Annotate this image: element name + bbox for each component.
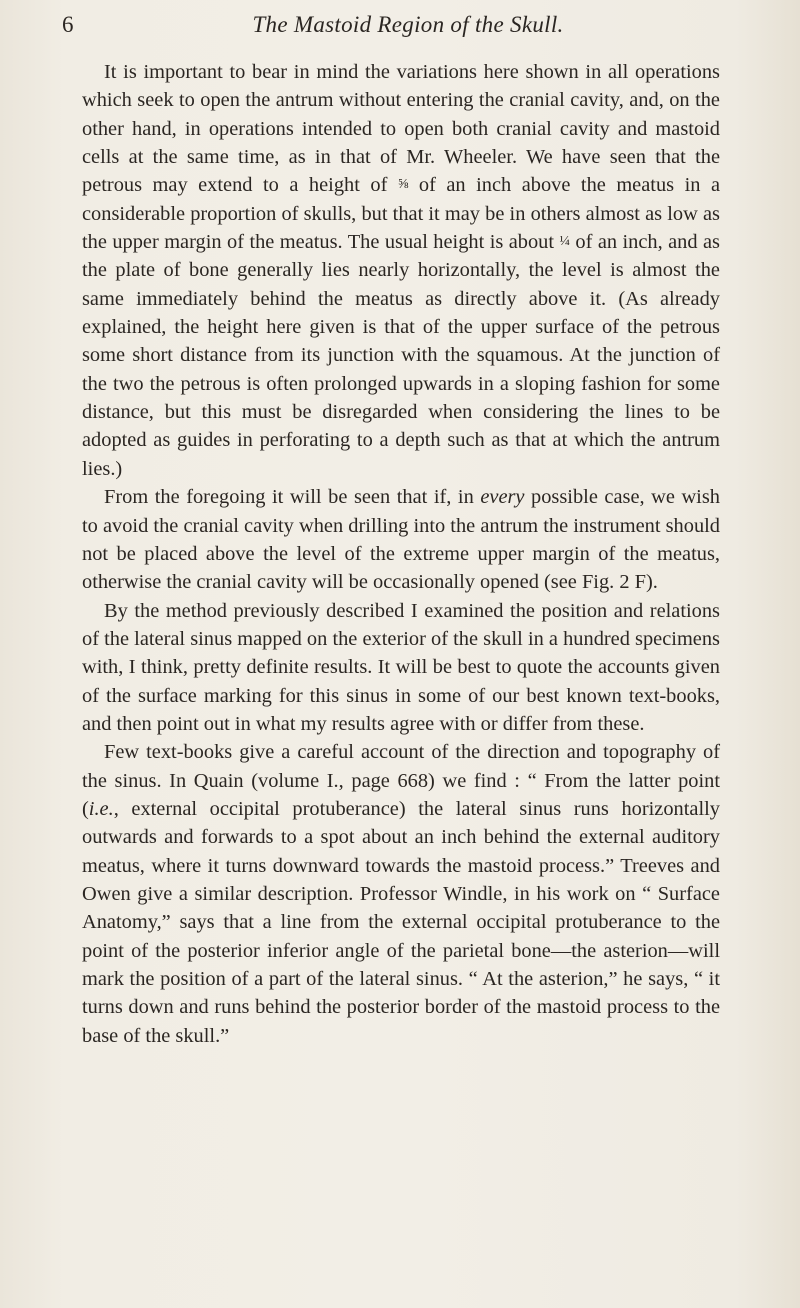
text-run: of an inch above the meatus in a considerable proportion of skulls, but that it may be in others almost as low as the upper margin of the meatus. The usual height is about: [82, 174, 720, 254]
italic-text: every: [480, 486, 525, 509]
page-number: 6: [62, 12, 74, 37]
body-text: [82, 58, 720, 1050]
text-run: From the foregoing it will be seen that if, in: [104, 486, 481, 509]
text-run: It is important to bear in mind the variations here shown in all operations which seek to open the antrum without entering the cranial cavity, and, on the other hand, in operations intended to open both cranial cavity and mastoid cells at the same time, as in that of Mr. Wheeler. We have seen that the petrous may extend to a height of: [82, 61, 720, 197]
paragraph: [82, 58, 720, 483]
fraction: ¼: [559, 234, 570, 250]
paragraph: [82, 597, 720, 739]
paragraph: [82, 738, 720, 1050]
fraction: ⅝: [397, 177, 409, 193]
running-title: The Mastoid Region of the Skull.: [252, 12, 564, 37]
text-run: of an inch, and as the plate of bone generally lies nearly horizontally, the level is almost the same immediately behind the meatus as directly above it. (As already explained, the height here given is that of the upper surface of the petrous some short distance from its junction with the squamous. At the junction of the two the petrous is often prolonged upwards in a sloping fashion for some distance, but this must be disregarded when considering the lines to be adopted as guides in perforating to a depth such as that at which the antrum lies.): [82, 231, 720, 480]
text-run: possible case, we wish to avoid the cranial cavity when drilling into the antrum the instrument should not be placed above the level of the extreme upper margin of the meatus, otherwise the cranial cavity will be occasionally opened (see Fig. 2 F).: [82, 486, 720, 594]
page-header: [48, 12, 768, 46]
text-run: Few text-books give a careful account of the direction and topography of the sinus. In Quain (volume I., page 668) we find : “ From the latter point (: [82, 741, 720, 820]
italic-text: i.e.: [88, 797, 114, 820]
text-run: By the method previously described I examined the position and relations of the lateral sinus mapped on the exterior of the skull in a hundred specimens with, I think, pretty definite results. It will be best to quote the accounts given of the surface marking for this sinus in some of our best known text-books, and then point out in what my results agree with or differ from these.: [82, 599, 720, 735]
text-run: , external occipital protuberance) the lateral sinus runs horizontally outwards and forwards to a spot about an inch behind the external auditory meatus, where it turns downward towards the mastoid process.” Treeves and Owen give a similar description. Professor Windle, in his work on “ Surface Anatomy,” says that a line from the external occipital protuberance to the point of the posterior inferior angle of the parietal bone—the asterion—will mark the position of a part of the lateral sinus. “ At the asterion,” he says, “ it turns down and runs behind the posterior border of the mastoid process to the base of the skull.”: [82, 797, 720, 1047]
paragraph: [82, 483, 720, 596]
